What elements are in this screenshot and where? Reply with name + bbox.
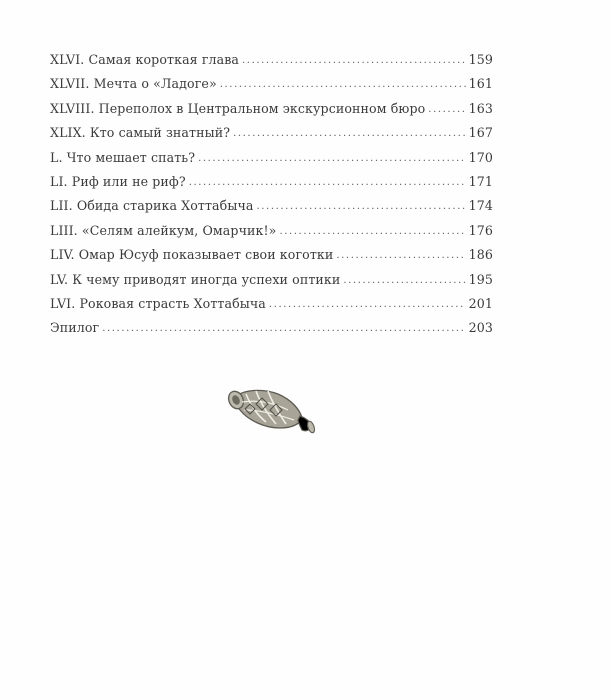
toc-entry-page: 161 <box>468 76 493 92</box>
toc-entry[interactable] <box>50 296 493 320</box>
dot-leader <box>343 273 465 289</box>
toc-entry[interactable] <box>50 125 493 149</box>
toc-entry-title: LIII. «Селям алейкум, Омарчик!» <box>50 222 277 238</box>
dot-leader <box>428 102 465 118</box>
toc-entry-page: 195 <box>468 271 493 287</box>
dot-leader <box>269 297 466 313</box>
toc-entry[interactable] <box>50 150 493 174</box>
dot-leader <box>257 199 466 215</box>
toc-entry[interactable] <box>50 76 493 100</box>
toc-entry-page: 201 <box>468 295 493 311</box>
clay-jug-icon <box>222 380 318 440</box>
toc-entry[interactable] <box>50 101 493 125</box>
table-of-contents <box>50 52 493 345</box>
toc-entry-title: LV. К чему приводят иногда успехи оптики <box>50 271 341 287</box>
toc-entry-title: LI. Риф или не риф? <box>50 173 186 189</box>
dot-leader <box>233 126 466 142</box>
dot-leader <box>198 151 466 167</box>
toc-entry-title: L. Что мешает спать? <box>50 149 196 165</box>
toc-entry-title: XLIX. Кто самый знатный? <box>50 125 231 141</box>
toc-entry[interactable] <box>50 272 493 296</box>
toc-entry-title: LVI. Роковая страсть Хоттабыча <box>50 295 266 311</box>
toc-entry-page: 159 <box>468 52 493 67</box>
toc-entry-page: 167 <box>468 125 493 141</box>
toc-entry-page: 203 <box>468 320 493 336</box>
toc-entry[interactable] <box>50 174 493 198</box>
dot-leader <box>189 175 466 191</box>
toc-entry-title: XLVI. Самая короткая глава <box>50 52 240 67</box>
dot-leader <box>336 248 465 264</box>
toc-entry-title: XLVIII. Переполох в Центральном экскурсионном бюро <box>50 100 426 116</box>
toc-entry-page: 171 <box>468 173 493 189</box>
toc-entry-page: 174 <box>468 198 493 214</box>
toc-entry-page: 176 <box>468 222 493 238</box>
dot-leader <box>102 321 465 337</box>
toc-entry[interactable] <box>50 247 493 271</box>
toc-entry[interactable] <box>50 223 493 247</box>
toc-entry-epilogue[interactable] <box>50 320 493 344</box>
toc-entry[interactable] <box>50 198 493 222</box>
toc-entry-title: LIV. Омар Юсуф показывает свои коготки <box>50 247 334 263</box>
toc-entry-title: XLVII. Мечта о «Ладоге» <box>50 76 217 92</box>
toc-entry-title: LII. Обида старика Хоттабыча <box>50 198 254 214</box>
toc-entry[interactable] <box>50 52 493 76</box>
dot-leader <box>242 53 466 69</box>
toc-entry-page: 163 <box>468 100 493 116</box>
toc-entry-page: 186 <box>468 247 493 263</box>
toc-entry-page: 170 <box>468 149 493 165</box>
toc-entry-title: Эпилог <box>50 320 100 336</box>
dot-leader <box>279 224 465 240</box>
dot-leader <box>220 77 466 93</box>
